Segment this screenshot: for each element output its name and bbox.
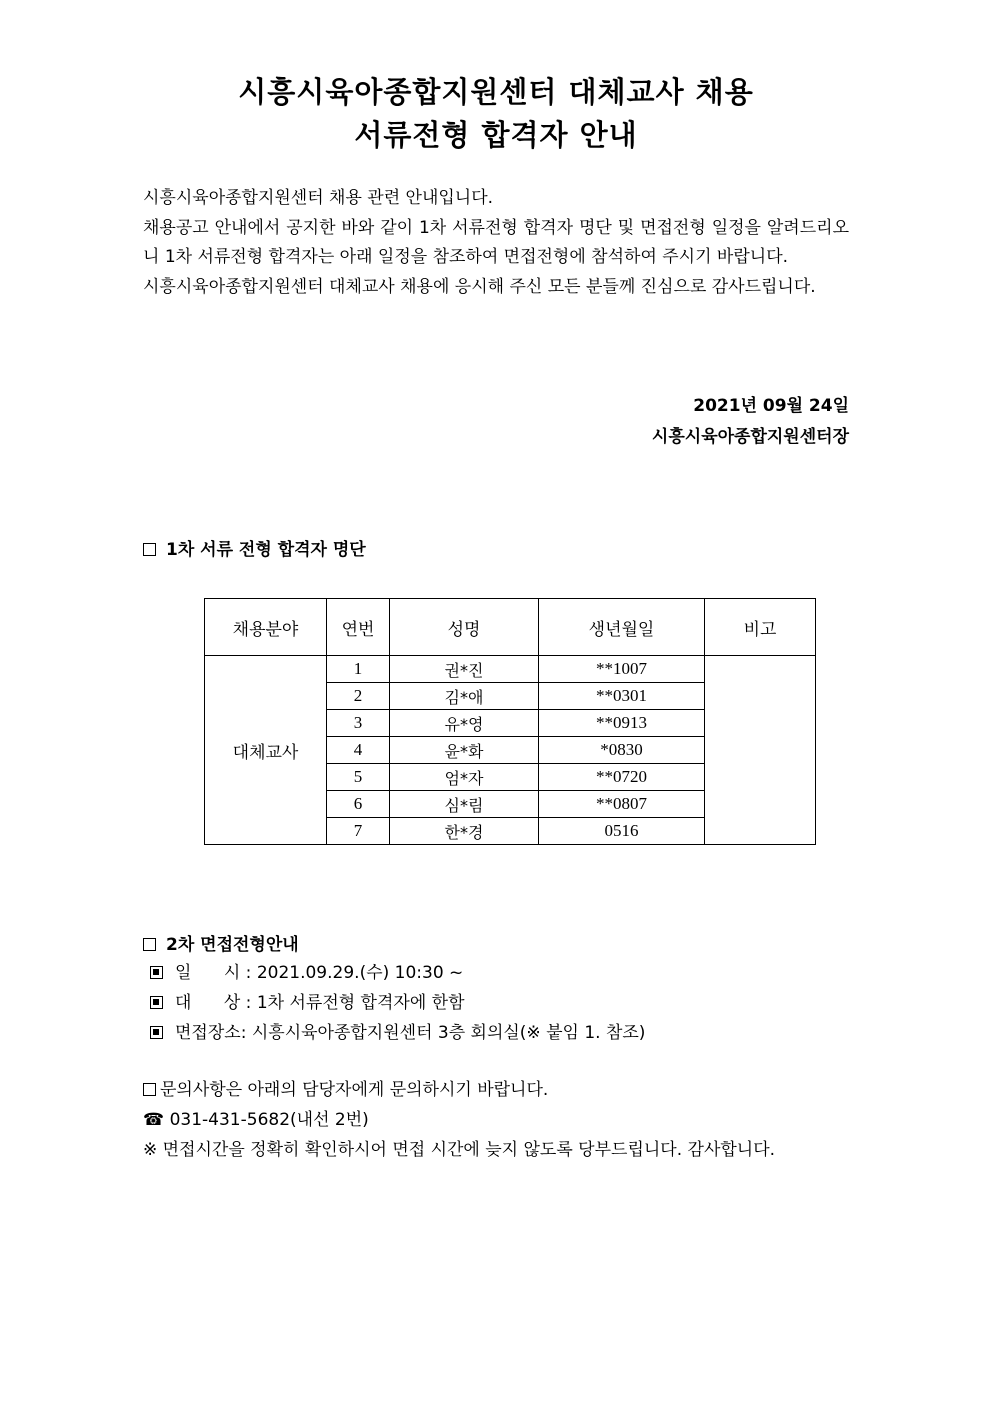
document-title-line2: 서류전형 합격자 안내: [354, 118, 638, 152]
row-no: 5: [327, 764, 390, 791]
row-birth: **0913: [539, 710, 705, 737]
filled-square-bullet-icon: [150, 966, 163, 979]
section2-heading: [143, 930, 299, 955]
item-label: 면접장소: [175, 1023, 241, 1043]
signature-date: 2021년 09월 24일: [693, 396, 849, 416]
row-name: 심*림: [390, 791, 539, 818]
row-birth: **0807: [539, 791, 705, 818]
row-birth: *0830: [539, 737, 705, 764]
item-label: 일 시: [175, 963, 241, 983]
intro-paragraph-1: 시흥시육아종합지원센터 채용 관련 안내입니다.: [143, 188, 494, 208]
filled-square-bullet-icon: [150, 1026, 163, 1039]
section2-heading-text: 2차 면접전형안내: [166, 935, 299, 955]
item-value: 1차 서류전형 합격자에 한함: [256, 993, 465, 1013]
col-header-note: 비고: [705, 599, 816, 656]
phone-number: 031-431-5682(내선 2번): [169, 1110, 369, 1130]
contact-section: [143, 1075, 775, 1165]
col-header-birth: 생년월일: [539, 599, 705, 656]
passer-table: [204, 598, 816, 845]
filled-square-bullet-icon: [150, 996, 163, 1009]
note-cell: [705, 656, 816, 845]
row-no: 6: [327, 791, 390, 818]
checkbox-square-icon: [143, 938, 156, 951]
row-birth: **0720: [539, 764, 705, 791]
list-item: [150, 1018, 645, 1048]
item-sep: :: [240, 963, 257, 983]
col-header-no: 연번: [327, 599, 390, 656]
row-no: 1: [327, 656, 390, 683]
phone-icon: ☎: [143, 1110, 165, 1130]
row-name: 엄*자: [390, 764, 539, 791]
row-birth: 0516: [539, 818, 705, 845]
signature-org: 시흥시육아종합지원센터장: [651, 427, 849, 447]
row-name: 김*애: [390, 683, 539, 710]
row-name: 윤*화: [390, 737, 539, 764]
interview-info-list: [150, 958, 645, 1048]
phone-line: [143, 1105, 775, 1135]
intro-paragraph-3: 시흥시육아종합지원센터 대체교사 채용에 응시해 주신 모든 분들께 진심으로 감사드립니다.: [143, 276, 816, 297]
row-birth: **0301: [539, 683, 705, 710]
row-no: 7: [327, 818, 390, 845]
row-birth: **1007: [539, 656, 705, 683]
section1-heading-text: 1차 서류 전형 합격자 명단: [166, 540, 366, 560]
col-header-field: 채용분야: [205, 599, 327, 656]
row-name: 권*진: [390, 656, 539, 683]
item-sep: :: [240, 993, 257, 1013]
row-name: 한*경: [390, 818, 539, 845]
row-no: 2: [327, 683, 390, 710]
field-cell: 대체교사: [205, 656, 327, 845]
list-item: [150, 958, 645, 988]
item-sep: :: [240, 1023, 252, 1043]
item-value: 시흥시육아종합지원센터 3층 회의실(※ 붙임 1. 참조): [251, 1023, 646, 1043]
row-name: 유*영: [390, 710, 539, 737]
col-header-name: 성명: [390, 599, 539, 656]
row-no: 3: [327, 710, 390, 737]
document-title-line1: 시흥시육아종합지원센터 대체교사 채용: [238, 75, 754, 109]
checkbox-square-icon: [143, 543, 156, 556]
table-row: [205, 656, 816, 683]
notice-line: ※ 면접시간을 정확히 확인하시어 면접 시간에 늦지 않도록 당부드립니다. 감사합니다.: [143, 1140, 776, 1160]
inquiry-text: 문의사항은 아래의 담당자에게 문의하시기 바랍니다.: [160, 1080, 549, 1100]
list-item: [150, 988, 645, 1018]
table-header-row: [205, 599, 816, 656]
intro-paragraph-2: 채용공고 안내에서 공지한 바와 같이 1차 서류전형 합격자 명단 및 면접전형 일정을 알려드리오니 1차 서류전형 합격자는 아래 일정을 참조하여 면접전형에 참석하여 주시기 바랍니다.: [143, 217, 849, 267]
checkbox-square-icon: [143, 1083, 156, 1096]
intro-text: [143, 184, 849, 302]
item-value: 2021.09.29.(수) 10:30 ~: [256, 963, 464, 983]
row-no: 4: [327, 737, 390, 764]
section1-heading: [143, 535, 366, 560]
item-label: 대 상: [175, 993, 241, 1013]
inquiry-line: [143, 1075, 775, 1105]
